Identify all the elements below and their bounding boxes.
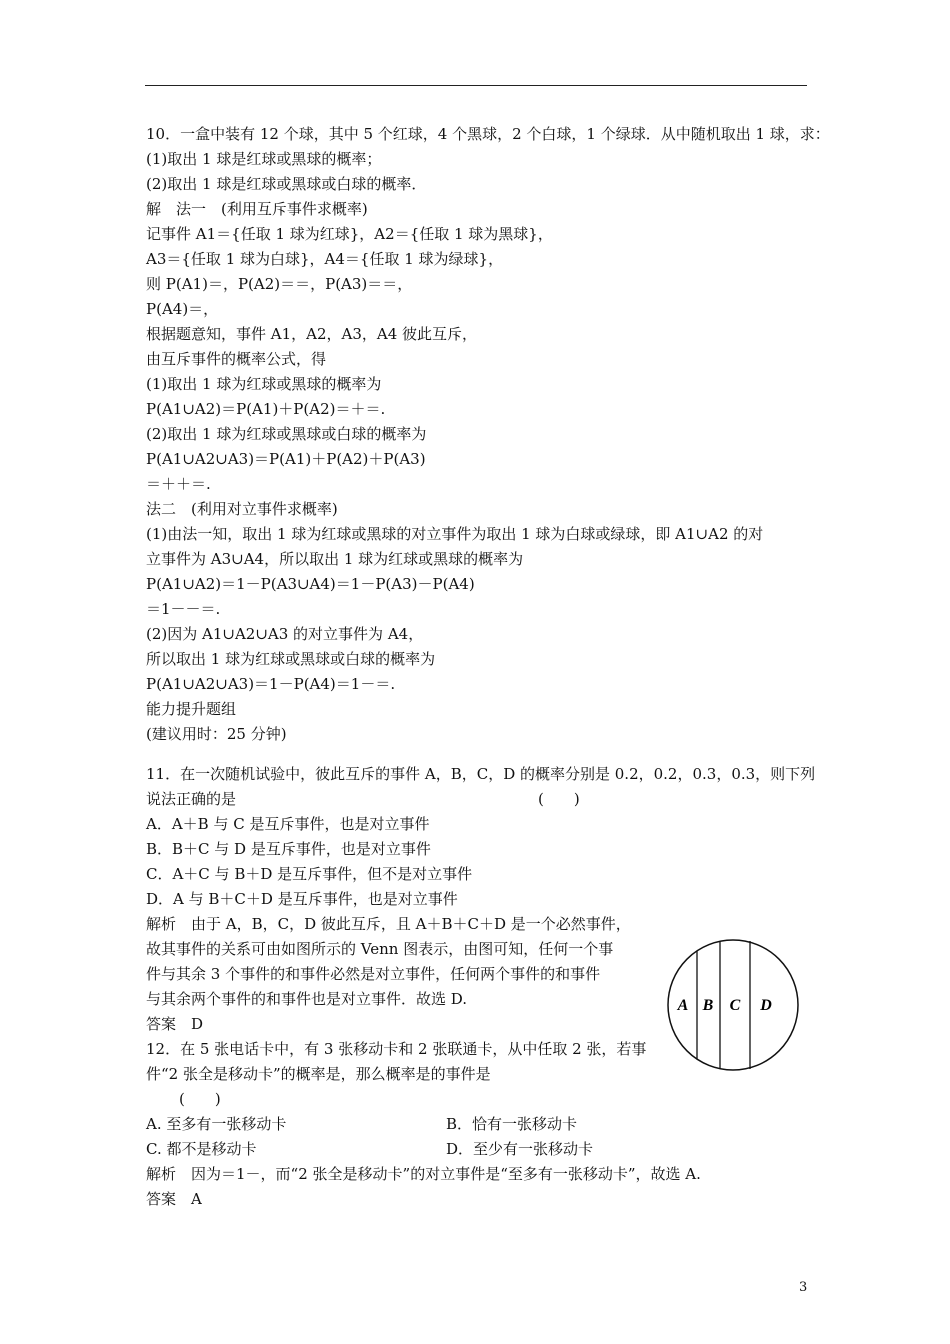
- q10-line: 所以取出 1 球为红球或黑球或白球的概率为: [146, 650, 436, 668]
- spacer: [146, 747, 814, 762]
- venn-label-d: D: [760, 997, 772, 1014]
- q11-option-c: C．A＋C 与 B＋D 是互斥事件，但不是对立事件: [146, 865, 473, 883]
- q12-paren-line: [146, 1087, 814, 1112]
- q10-line: P(A4)＝，: [146, 300, 219, 318]
- q10-line: 解 法一 (利用互斥事件求概率): [146, 200, 368, 218]
- q10-line: P(A1∪A2∪A3)＝P(A1)＋P(A2)＋P(A3): [146, 450, 426, 468]
- q12-option-c: C. 都不是移动卡: [146, 1140, 257, 1158]
- q12-option-d: D．至少有一张移动卡: [446, 1140, 594, 1158]
- q11-stem-text: 说法正确的是: [146, 790, 237, 808]
- section-heading: 能力提升题组: [146, 700, 237, 718]
- q11-analysis: 解析 由于 A，B，C，D 彼此互斥，且 A＋B＋C＋D 是一个必然事件，: [146, 915, 631, 933]
- venn-label-a: A: [677, 997, 689, 1014]
- q12-stem-cont: 件“2 张全是移动卡”的概率是，那么概率是的事件是: [146, 1065, 491, 1083]
- q11-stem: 11．在一次随机试验中，彼此互斥的事件 A，B，C，D 的概率分别是 0.2，0.2，0.3，0.3，则下列: [146, 765, 816, 783]
- q10-line: 立事件为 A3∪A4，所以取出 1 球为红球或黑球的概率为: [146, 550, 524, 568]
- q11-option-b: B．B＋C 与 D 是互斥事件，也是对立事件: [146, 840, 431, 858]
- q10-line: P(A1∪A2∪A3)＝1－P(A4)＝1－＝.: [146, 675, 396, 693]
- q11-analysis: 与其余两个事件的和事件也是对立事件．故选 D.: [146, 990, 468, 1008]
- suggested-time: (建议用时：25 分钟): [146, 725, 287, 743]
- q11-option-d: D．A 与 B＋C＋D 是互斥事件，也是对立事件: [146, 890, 458, 908]
- header-rule: [145, 85, 807, 86]
- q11-analysis: 件与其余 3 个事件的和事件必然是对立事件，任何两个事件的和事件: [146, 965, 601, 983]
- q12-option-b: B．恰有一张移动卡: [446, 1115, 578, 1133]
- q12-answer: 答案 A: [146, 1190, 202, 1208]
- q10-line: (2)取出 1 球是红球或黑球或白球的概率．: [146, 175, 427, 193]
- q10-line: (1)取出 1 球是红球或黑球的概率；: [146, 150, 382, 168]
- q10-line: P(A1∪A2)＝P(A1)＋P(A2)＝＋＝.: [146, 400, 386, 418]
- q12-option-a: A. 至多有一张移动卡: [146, 1115, 287, 1133]
- q12-options-row-1: [146, 1112, 814, 1137]
- page-number: 3: [799, 1280, 808, 1295]
- venn-label-c: C: [729, 997, 741, 1014]
- q10-line: ＝＋＋＝.: [146, 475, 211, 493]
- q10-stem: 10．一盒中装有 12 个球，其中 5 个红球，4 个黑球，2 个白球，1 个绿球．从中随机取出 1 球，求：: [146, 125, 830, 143]
- venn-label-b: B: [702, 997, 714, 1014]
- q11-option-a: A．A＋B 与 C 是互斥事件，也是对立事件: [146, 815, 430, 833]
- q10-line: (2)取出 1 球为红球或黑球或白球的概率为: [146, 425, 427, 443]
- q10-line: ＝1－－＝.: [146, 600, 221, 618]
- q10-line: (2)因为 A1∪A2∪A3 的对立事件为 A4，: [146, 625, 424, 643]
- q10-line: (1)取出 1 球为红球或黑球的概率为: [146, 375, 382, 393]
- q10-line: 则 P(A1)＝，P(A2)＝＝，P(A3)＝＝，: [146, 275, 413, 293]
- q11-stem-cont: [146, 787, 814, 812]
- q10-line: 记事件 A1＝{任取 1 球为红球}，A2＝{任取 1 球为黑球}，: [146, 225, 553, 243]
- q10-line: 由互斥事件的概率公式，得: [146, 350, 327, 368]
- q11-answer-blank: ( ): [538, 790, 580, 808]
- q12-options-row-2: [146, 1137, 814, 1162]
- q10-line: (1)由法一知，取出 1 球为红球或黑球的对立事件为取出 1 球为白球或绿球，即 A1∪A2 的对: [146, 525, 764, 543]
- q11-analysis: 故其事件的关系可由如图所示的 Venn 图表示，由图可知，任何一个事: [146, 940, 614, 958]
- q12-stem: 12．在 5 张电话卡中，有 3 张移动卡和 2 张联通卡，从中任取 2 张，若事: [146, 1040, 647, 1058]
- q11-answer: 答案 D: [146, 1015, 204, 1033]
- q12-analysis: 解析 因为＝1－，而“2 张全是移动卡”的对立事件是“至多有一张移动卡”，故选 A.: [146, 1165, 701, 1183]
- q10-line: P(A1∪A2)＝1－P(A3∪A4)＝1－P(A3)－P(A4): [146, 575, 475, 593]
- q12-answer-blank: ( ): [179, 1090, 221, 1108]
- venn-diagram: [666, 938, 800, 1072]
- q10-line: 法二 (利用对立事件求概率): [146, 500, 338, 518]
- q10-line: 根据题意知，事件 A1，A2，A3，A4 彼此互斥，: [146, 325, 478, 343]
- q10-line: A3＝{任取 1 球为白球}，A4＝{任取 1 球为绿球}，: [146, 250, 504, 268]
